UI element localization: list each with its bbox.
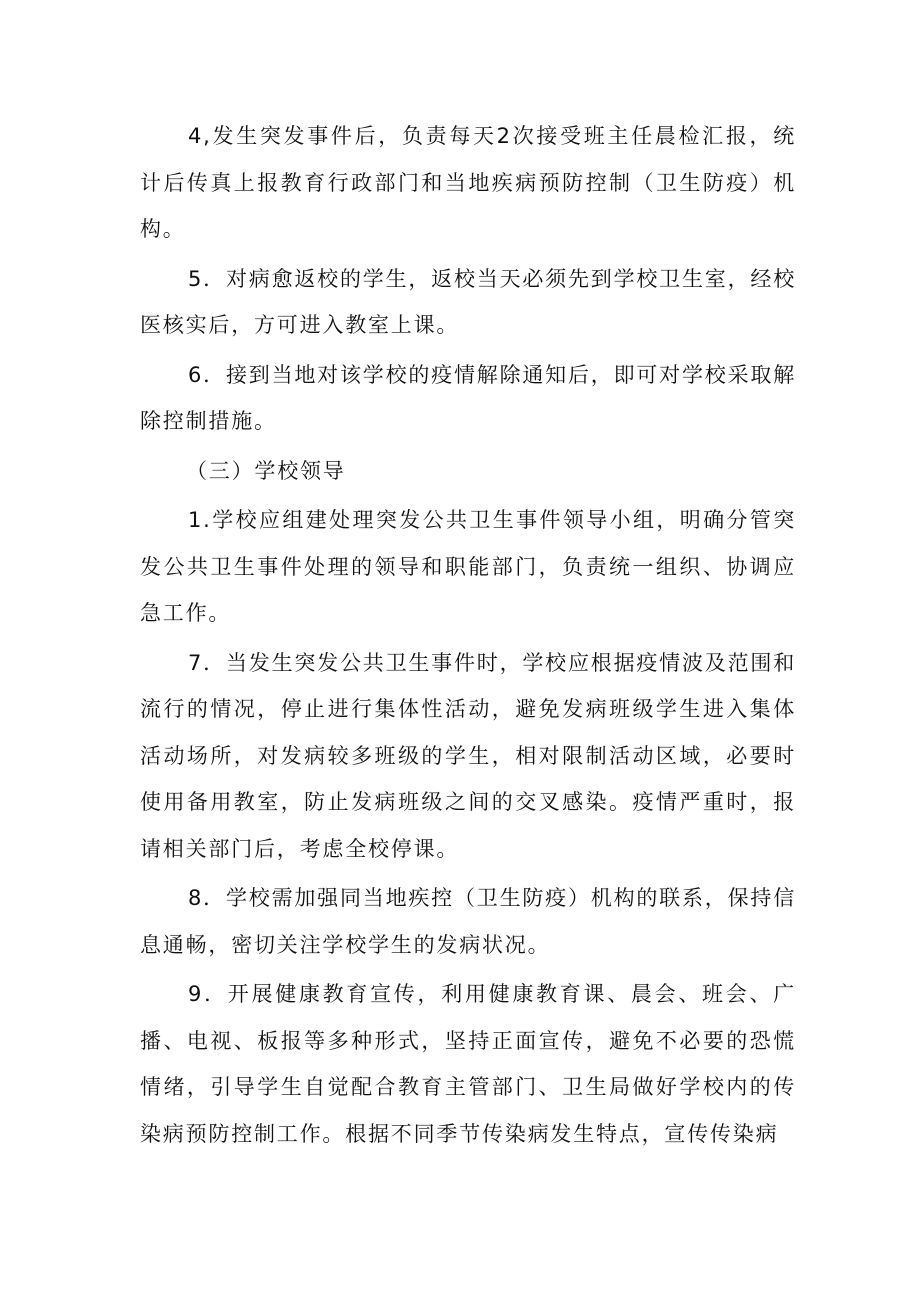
paragraph-item-1: 1.学校应组建处理突发公共卫生事件领导小组，明确分管突发公共卫生事件处理的领导和职能部门，负责统一组织、协调应急工作。: [140, 508, 796, 625]
paragraph-item-8: 8．学校需加强同当地疾控（卫生防疫）机构的联系，保持信息通畅，密切关注学校学生的发病状况。: [140, 886, 796, 957]
paragraph-item-9: 9．开展健康教育宣传，利用健康教育课、晨会、班会、广播、电视、板报等多种形式，坚持正面宣传，避免不必要的恐慌情绪，引导学生自觉配合教育主管部门、卫生局做好学校内的传染病预防控制工作。根据不同季节传染病发生特点，宣传传染病: [140, 982, 796, 1146]
paragraph-item-5: 5．对病愈返校的学生，返校当天必须先到学校卫生室，经校医核实后，方可进入教室上课。: [140, 266, 796, 337]
section-heading: （三）学校领导: [186, 458, 346, 483]
document-body: [140, 113, 796, 1160]
paragraph-item-4: 4,发生突发事件后，负责每天2次接受班主任晨检汇报，统计后传真上报教育行政部门和当地疾病预防控制（卫生防疫）机构。: [140, 124, 796, 241]
paragraph-item-6: 6．接到当地对该学校的疫情解除通知后，即可对学校采取解除控制措施。: [140, 362, 796, 433]
paragraph-item-7: 7．当发生突发公共卫生事件时，学校应根据疫情波及范围和流行的情况，停止进行集体性活动，避免发病班级学生进入集体活动场所，对发病较多班级的学生，相对限制活动区域，必要时使用备用教室，防止发病班级之间的交叉感染。疫情严重时，报请相关部门后，考虑全校停课。: [140, 650, 796, 861]
